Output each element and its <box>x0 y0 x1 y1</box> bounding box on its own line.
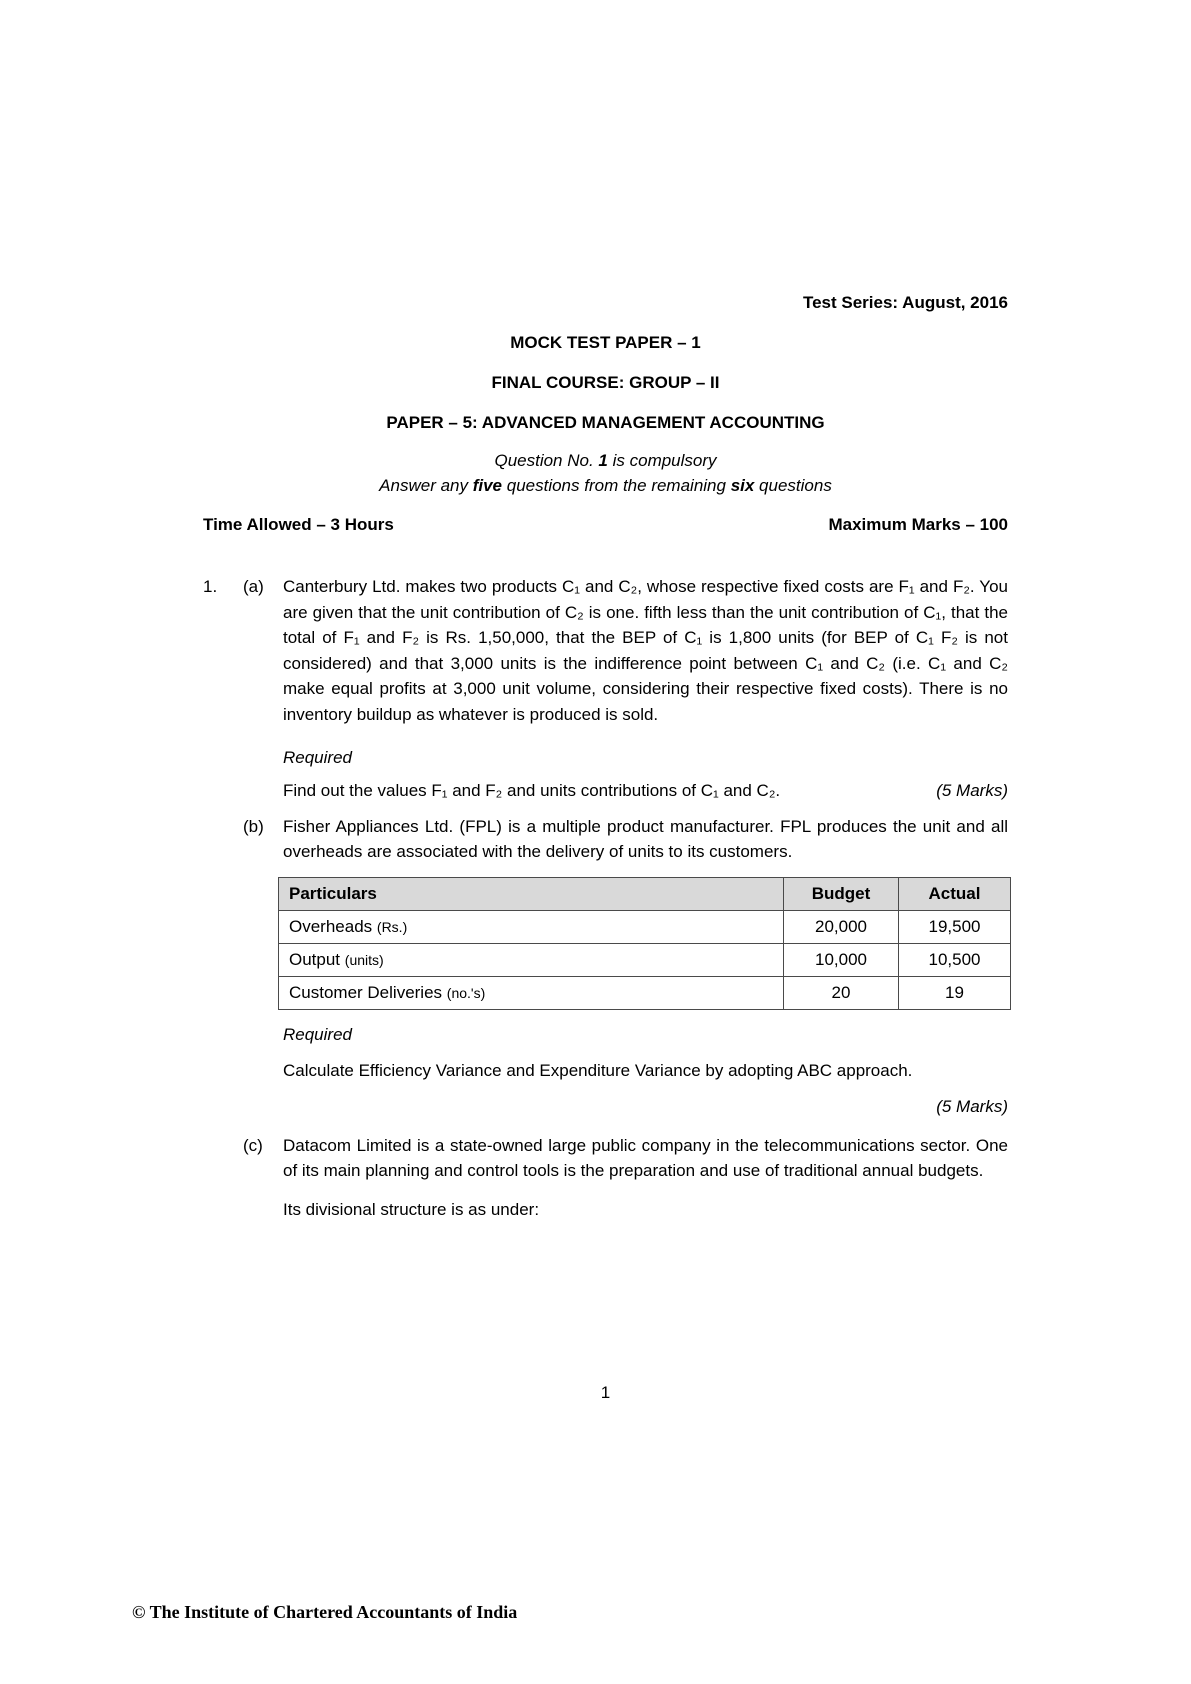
part-b-marks: (5 Marks) <box>936 1096 1008 1116</box>
table-row <box>279 976 1011 1009</box>
part-a-required-label: Required <box>283 747 352 767</box>
maximum-marks-label: Maximum Marks – 100 <box>828 515 1008 534</box>
part-a-label: (a) <box>243 577 264 596</box>
row-output-budget: 10,000 <box>784 943 899 976</box>
part-a-task-row <box>283 778 1008 803</box>
instruction-answer-pre: Answer any <box>379 476 473 495</box>
page-content <box>203 0 1008 1405</box>
time-allowed-label: Time Allowed – 3 Hours <box>203 515 394 534</box>
question-number-spacer <box>203 1133 243 1184</box>
row-overheads-label <box>279 910 784 943</box>
instruction-compulsory-bold: 1 <box>598 451 608 470</box>
part-b-task: Calculate Efficiency Variance and Expenditure Variance by adopting ABC approach. <box>283 1060 913 1080</box>
row-output-label <box>279 943 784 976</box>
part-a-marks: (5 Marks) <box>936 780 1008 800</box>
part-c-structure-line: Its divisional structure is as under: <box>283 1199 540 1219</box>
row-name: Output <box>289 949 341 969</box>
part-a-task: Find out the values F₁ and F₂ and units contributions of C₁ and C₂. <box>283 780 781 800</box>
row-output-actual: 10,500 <box>899 943 1011 976</box>
part-b-label: (b) <box>243 816 264 836</box>
table-row <box>279 943 1011 976</box>
row-overheads-budget: 20,000 <box>784 910 899 943</box>
copyright-footer: © The Institute of Chartered Accountants of India <box>132 1602 518 1622</box>
question-1c-row <box>203 1133 1008 1184</box>
question-1a-row <box>203 574 1008 728</box>
part-c-body: Datacom Limited is a state-owned large public company in the telecommunications sector. One of its main planning and control tools is the preparation and use of traditional annual budgets. <box>283 1135 1008 1181</box>
part-b-required-label: Required <box>283 1024 352 1044</box>
instruction-compulsory-post: is compulsory <box>607 451 717 470</box>
row-deliveries-budget: 20 <box>784 976 899 1009</box>
question-number-spacer <box>203 814 243 865</box>
table-header-row <box>279 877 1011 910</box>
question-number: 1. <box>203 577 218 596</box>
instruction-compulsory-pre: Question No. <box>494 451 599 470</box>
question-1b-row <box>203 814 1008 865</box>
part-c-label: (c) <box>243 1135 263 1155</box>
time-marks-row <box>203 512 1008 537</box>
row-deliveries-label <box>279 976 784 1009</box>
header-budget: Budget <box>784 877 899 910</box>
instruction-answer-mid: questions from the remaining <box>502 476 731 495</box>
table-row <box>279 910 1011 943</box>
budget-actual-table <box>278 877 1011 1010</box>
row-name: Overheads <box>289 916 373 936</box>
instruction-answer-post: questions <box>754 476 832 495</box>
instruction-compulsory <box>203 448 1008 473</box>
instruction-answer-bold-six: six <box>730 476 755 495</box>
header-actual: Actual <box>899 877 1011 910</box>
row-unit: (Rs.) <box>376 918 408 935</box>
instruction-answer-any <box>203 473 1008 498</box>
row-name: Customer Deliveries <box>289 982 443 1002</box>
instruction-answer-bold-five: five <box>472 476 503 495</box>
page-number: 1 <box>600 1382 611 1402</box>
row-unit: (units) <box>344 951 384 968</box>
test-series-heading: Test Series: August, 2016 <box>802 293 1008 312</box>
title-mock-test-paper: MOCK TEST PAPER – 1 <box>510 333 701 352</box>
row-deliveries-actual: 19 <box>899 976 1011 1009</box>
title-paper-subject: PAPER – 5: ADVANCED MANAGEMENT ACCOUNTING <box>386 413 825 432</box>
part-b-body: Fisher Appliances Ltd. (FPL) is a multiple product manufacturer. FPL produces the unit and all overheads are associated with the delivery of units to its customers. <box>283 816 1008 862</box>
header-particulars: Particulars <box>279 877 784 910</box>
title-final-course: FINAL COURSE: GROUP – II <box>491 373 720 392</box>
part-a-body: Canterbury Ltd. makes two products C₁ and C₂, whose respective fixed costs are F₁ and F₂. You are given that the unit contribution of C₂ is one. fifth less than the unit contribution of C₁, that the total of F₁ and F₂ is Rs. 1,50,000, that the BEP of C₁ is 1,800 units (for BEP of C₁ F₂ is not considered) and that 3,000 units is the indifference point between C₁ and C₂ (i.e. C₁ and C₂ make equal profits at 3,000 unit volume, considering their respective fixed costs). There is no inventory buildup as whatever is produced is sold. <box>283 577 1008 724</box>
row-overheads-actual: 19,500 <box>899 910 1011 943</box>
row-unit: (no.'s) <box>446 984 486 1001</box>
